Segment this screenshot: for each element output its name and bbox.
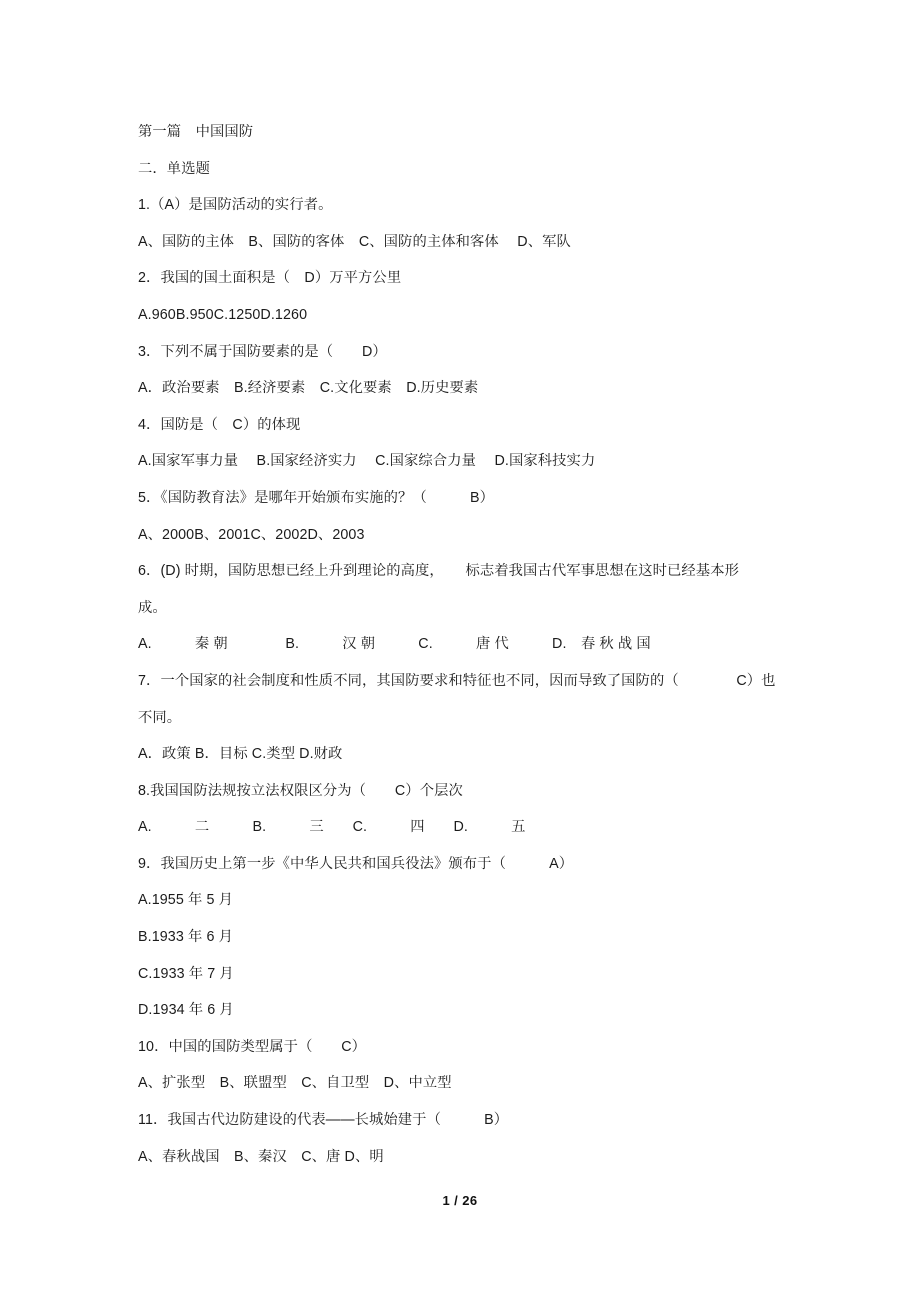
question-options: A．政治要素 B.经济要素 C.文化要素 D.历史要素 xyxy=(138,380,479,397)
part-title: 第一篇 中国国防 xyxy=(138,124,254,140)
document-body xyxy=(138,114,784,1175)
question-options: A．政策 B．目标 C.类型 D.财政 xyxy=(138,746,343,763)
question-stem: 4．国防是（ C）的体现 xyxy=(138,416,301,433)
question-stem: 8.我国国防法规按立法权限区分为（ C）个层次 xyxy=(138,782,463,799)
section-title: 二．单选题 xyxy=(138,160,210,177)
question-stem: 9．我国历史上第一步《中华人民共和国兵役法》颁布于（ A） xyxy=(138,855,574,872)
page-number-footer: 1 / 26 xyxy=(442,1193,478,1208)
question-options: A. 秦 朝 B. 汉 朝 C. 唐 代 D. 春 秋 战 国 xyxy=(138,636,651,653)
question-stem: 11．我国古代边防建设的代表——长城始建于（ B） xyxy=(138,1112,509,1129)
question-stem-continued: 不同。 xyxy=(138,709,182,726)
question-stem: 2．我国的国土面积是（ D）万平方公里 xyxy=(138,270,402,287)
question-options: A、2000B、2001C、2002D、2003 xyxy=(138,526,365,543)
question-options: A、扩张型 B、联盟型 C、自卫型 D、中立型 xyxy=(138,1075,452,1092)
question-option: A.1955 年 5 月 xyxy=(138,892,233,909)
question-options: A、国防的主体 B、国防的客体 C、国防的主体和客体 D、军队 xyxy=(138,233,571,250)
question-stem: 7．一个国家的社会制度和性质不同，其国防要求和特征也不同，因而导致了国防的（ C）也 xyxy=(138,672,776,689)
question-stem: 3．下列不属于国防要素的是（ D） xyxy=(138,343,387,360)
question-option: B.1933 年 6 月 xyxy=(138,929,233,946)
question-options: A.国家军事力量 B.国家经济实力 C.国家综合力量 D.国家科技实力 xyxy=(138,453,596,470)
question-option: D.1934 年 6 月 xyxy=(138,1002,234,1019)
question-stem-continued: 成。 xyxy=(138,599,167,616)
question-stem: 10．中国的国防类型属于（ C） xyxy=(138,1038,367,1055)
question-options: A、春秋战国 B、秦汉 C、唐 D、明 xyxy=(138,1148,384,1165)
question-options: A.960B.950C.1250D.1260 xyxy=(138,306,308,323)
question-stem: 1.（A）是国防活动的实行者。 xyxy=(138,197,333,214)
question-option: C.1933 年 7 月 xyxy=(138,965,234,982)
question-stem: 6．(D) 时期，国防思想已经上升到理论的高度， 标志着我国古代军事思想在这时已经基本形 xyxy=(138,563,739,580)
question-stem: 5．《国防教育法》是哪年开始颁布实施的？（ B） xyxy=(138,489,495,506)
question-options: A. 二 B. 三 C. 四 D. 五 xyxy=(138,819,526,836)
